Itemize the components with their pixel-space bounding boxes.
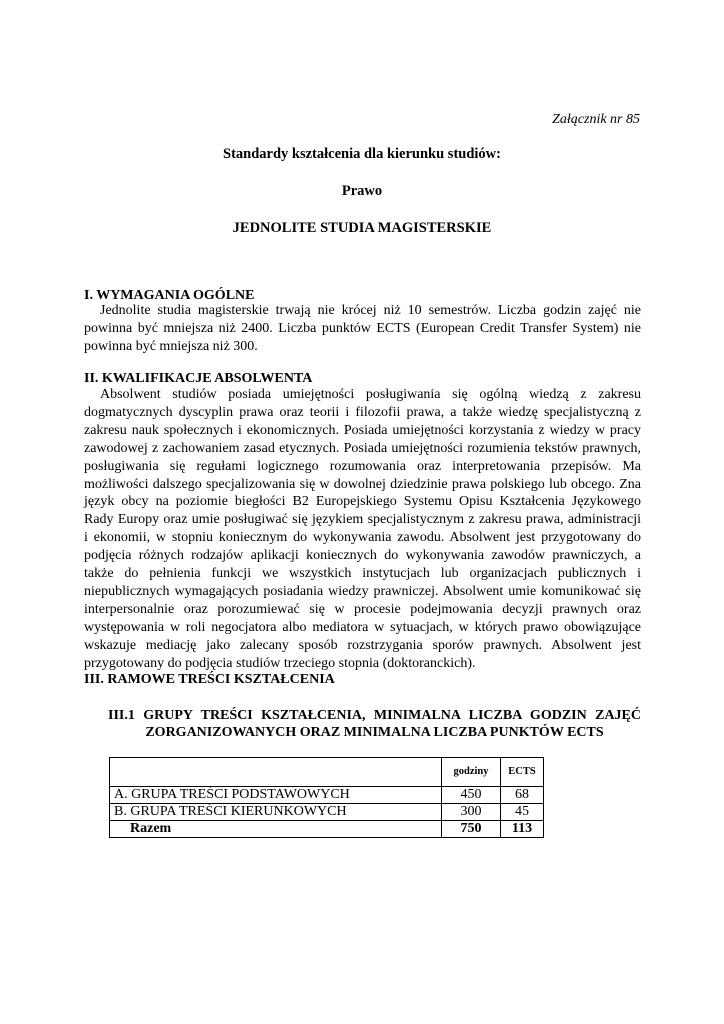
table-cell-ects: 68 xyxy=(501,787,544,804)
table-header-ects: ECTS xyxy=(501,758,544,787)
paragraph-line: interpersonalnie oraz porozumiewać się w procesie podejmowania decyzji prawnych oraz xyxy=(84,601,641,617)
paragraph-line: wskazuje mediację jako zalecany sposób rozstrzygania sporów prawnych. Absolwent jest xyxy=(84,637,641,653)
table-header-hours: godziny xyxy=(442,758,501,787)
document-title: Standardy kształcenia dla kierunku studiów: xyxy=(223,146,501,162)
paragraph-line: występowania w roli negocjatora albo mediatora w sytuacjach, w których prawo obowiązujące xyxy=(84,619,641,635)
subsection-heading-line: ZORGANIZOWANYCH ORAZ MINIMALNA LICZBA PUNKTÓW ECTS xyxy=(145,725,604,740)
paragraph-line: możliwości dalszego specjalizowania się w dowolnej dziedzinie prawa polskiego lub obcego. Zna xyxy=(84,476,641,492)
table-total-label: Razem xyxy=(110,821,442,838)
graduate-qualifications-paragraph xyxy=(84,386,641,673)
paragraph-line: zakresu nauk społecznych i ekonomicznych. Posiada umiejętności korzystania z wiedzy w pracy xyxy=(84,422,641,438)
annex-number: Załącznik nr 85 xyxy=(552,112,640,127)
paragraph-line: i ekonomii, w stopniu koniecznym do wykonywania zawodu. Absolwent jest przygotowany do xyxy=(84,530,641,546)
paragraph-line: dogmatycznych dyscyplin prawa oraz teorii i filozofii prawa, a także wiedzę specjalistyczną z xyxy=(84,404,641,420)
table-cell-group: A. GRUPA TREŚCI PODSTAWOWYCH xyxy=(110,787,442,804)
paragraph-line: zawodowej z zachowaniem zasad etycznych. Posiada umiejętności rozumienia tekstów prawnych, xyxy=(84,440,641,456)
table-cell-group: B. GRUPA TREŚCI KIERUNKOWYCH xyxy=(110,804,442,821)
table-header-row xyxy=(110,758,544,787)
paragraph-line: posługiwania się regułami logicznego rozumowania oraz interpretowania przepisów. Ma xyxy=(84,458,641,474)
table-row xyxy=(110,787,544,804)
section-heading-framework-content: III. RAMOWE TREŚCI KSZTAŁCENIA xyxy=(84,672,335,687)
table-cell-hours: 300 xyxy=(442,804,501,821)
paragraph-line: powinna być mniejsza niż 300. xyxy=(84,338,258,354)
paragraph-line: niepublicznych wymagających posiadania wiedzy prawniczej. Absolwent umie komunikować się xyxy=(84,583,641,599)
paragraph-line: język obcy na poziomie biegłości B2 Europejskiego Systemu Opisu Kształcenia Językowego xyxy=(84,494,641,510)
table-header-cell xyxy=(110,758,442,787)
table-total-ects: 113 xyxy=(501,821,544,838)
paragraph-line: Absolwent studiów posiada umiejętności posługiwania się ogólną wiedzą z zakresu xyxy=(100,387,641,402)
paragraph-line: powinna być mniejsza niż 2400. Liczba punktów ECTS (European Credit Transfer System) nie xyxy=(84,320,641,336)
paragraph-line: przygotowany do podjęcia studiów trzeciego stopnia (doktoranckich). xyxy=(84,655,476,671)
table-cell-ects: 45 xyxy=(501,804,544,821)
subsection-heading-content-groups xyxy=(108,707,641,741)
paragraph-line: podjęcia różnych rodzajów aplikacji koniecznych do wykonywania zawodów prawniczych, a xyxy=(84,548,641,564)
section-heading-graduate-qualifications: II. KWALIFIKACJE ABSOLWENTA xyxy=(84,371,313,386)
field-of-study: Prawo xyxy=(341,183,383,199)
table-total-row xyxy=(110,821,544,838)
section-heading-general-requirements: I. WYMAGANIA OGÓLNE xyxy=(84,288,255,303)
table-row xyxy=(110,804,544,821)
study-type: JEDNOLITE STUDIA MAGISTERSKIE xyxy=(232,220,492,236)
paragraph-line: także do pełnienia funkcji we wszystkich instytucjach lub organizacjach publicznych i xyxy=(84,566,641,582)
paragraph-line: Jednolite studia magisterskie trwają nie krócej niż 10 semestrów. Liczba godzin zajęć nie xyxy=(100,303,641,318)
subsection-heading-line: III.1 GRUPY TREŚCI KSZTAŁCENIA, MINIMALNA LICZBA GODZIN ZAJĘĆ xyxy=(108,708,641,723)
table-cell-hours: 450 xyxy=(442,787,501,804)
general-requirements-paragraph xyxy=(84,302,641,356)
paragraph-line: Rady Europy oraz umie posługiwać się językiem specjalistycznym z zakresu prawa, administracji xyxy=(84,512,641,528)
table-total-hours: 750 xyxy=(442,821,501,838)
content-groups-table xyxy=(109,757,544,838)
